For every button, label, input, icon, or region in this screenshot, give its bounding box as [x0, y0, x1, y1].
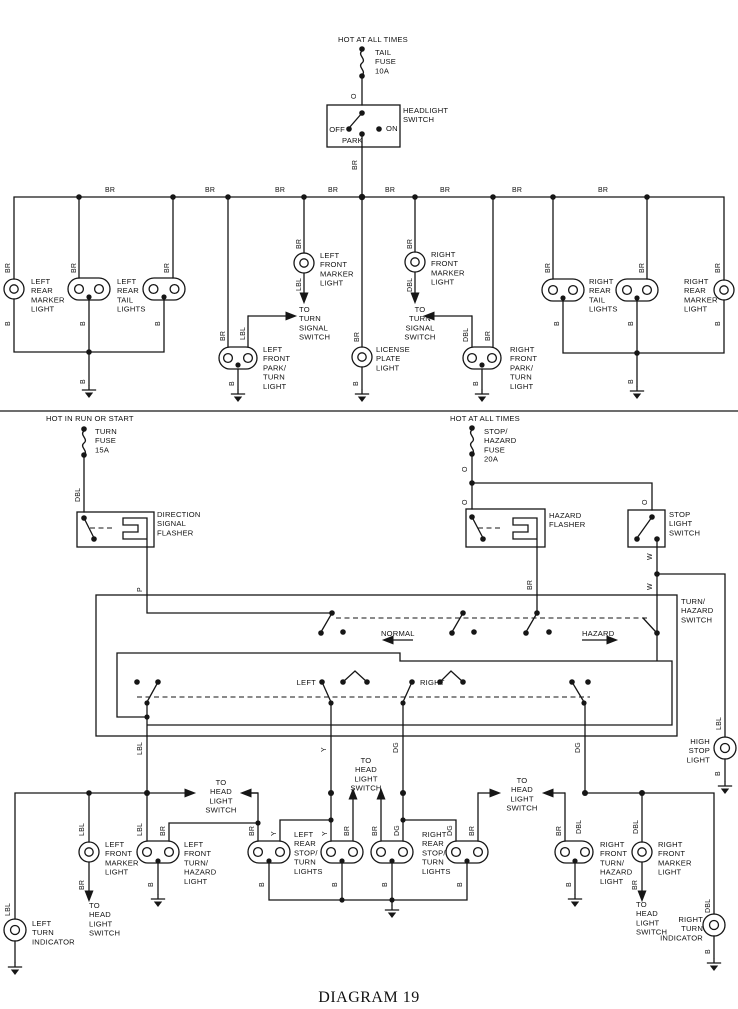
svg-text:B: B	[382, 882, 389, 887]
to-head-light-switch-center: TO HEAD LIGHT SWITCH	[350, 756, 382, 793]
license-plate-light-label: LICENSE PLATE LIGHT	[376, 345, 410, 373]
svg-text:B: B	[566, 882, 573, 887]
svg-text:B: B	[5, 321, 12, 326]
svg-text:BR: BR	[296, 238, 303, 249]
stop-light-switch-box	[628, 510, 665, 547]
svg-text:B: B	[229, 381, 236, 386]
svg-text:BR: BR	[79, 879, 86, 890]
svg-text:DBL: DBL	[705, 898, 712, 913]
to-turn-signal-switch-right: TO TURN SIGNAL SWITCH	[404, 305, 436, 342]
mode-left-label: LEFT	[296, 678, 316, 687]
svg-text:BR: BR	[249, 825, 256, 836]
svg-text:BR: BR	[105, 187, 116, 194]
svg-text:BR: BR	[328, 187, 339, 194]
svg-text:B: B	[715, 771, 722, 776]
bulb-symbols	[4, 252, 736, 941]
right-front-park-turn-light-label: RIGHT FRONT PARK/ TURN LIGHT	[510, 345, 538, 391]
svg-text:B: B	[554, 321, 561, 326]
feed-label-tail: HOT AT ALL TIMES	[338, 35, 408, 44]
svg-text:DBL: DBL	[407, 277, 414, 292]
left-front-turn-hazard-light-label: LEFT FRONT TURN/ HAZARD LIGHT	[184, 840, 217, 886]
stop-fuse-label: STOP/ HAZARD FUSE 20A	[484, 427, 517, 464]
svg-text:LBL: LBL	[137, 822, 144, 836]
direction-signal-flasher-box	[77, 512, 154, 547]
wire-label: P	[137, 587, 144, 592]
svg-text:Y: Y	[322, 831, 329, 836]
svg-text:B: B	[332, 882, 339, 887]
wire-label: BR	[352, 159, 359, 170]
wire-label: BR	[527, 579, 534, 590]
svg-text:BR: BR	[160, 825, 167, 836]
headlight-off-label: OFF	[329, 125, 345, 134]
right-rear-stop-turn-lights-label: RIGHT REAR STOP/ TURN LIGHTS	[422, 830, 451, 876]
svg-text:B: B	[628, 321, 635, 326]
direction-signal-flasher-label: DIRECTION SIGNAL FLASHER	[157, 510, 201, 538]
svg-text:BR: BR	[372, 825, 379, 836]
svg-text:BR: BR	[715, 262, 722, 273]
feed-label-stop: HOT AT ALL TIMES	[450, 414, 520, 423]
wire-label: W	[647, 553, 654, 560]
svg-text:BR: BR	[639, 262, 646, 273]
svg-text:BR: BR	[385, 187, 396, 194]
svg-text:DG: DG	[394, 825, 401, 836]
left-front-park-turn-light-label: LEFT FRONT PARK/ TURN LIGHT	[263, 345, 291, 391]
wire-label: DBL	[75, 487, 82, 502]
svg-text:B: B	[628, 379, 635, 384]
headlight-on-label: ON	[386, 124, 398, 133]
svg-text:LBL: LBL	[296, 277, 303, 291]
svg-text:Y: Y	[321, 747, 328, 752]
svg-text:B: B	[155, 321, 162, 326]
left-rear-marker-bulb	[4, 279, 24, 299]
license-plate-bulb	[352, 347, 372, 367]
left-front-marker-light-label: LEFT FRONT MARKER LIGHT	[320, 251, 354, 288]
svg-text:DG: DG	[447, 825, 454, 836]
svg-text:B: B	[259, 882, 266, 887]
svg-text:LBL: LBL	[5, 902, 12, 916]
svg-text:BR: BR	[556, 825, 563, 836]
high-stop-light-label: HIGH STOP LIGHT	[686, 737, 710, 765]
svg-text:LBL: LBL	[79, 822, 86, 836]
left-front-marker-bulb	[294, 253, 314, 273]
svg-text:B: B	[80, 321, 87, 326]
left-rear-stop-turn-lights-label: LEFT REAR STOP/ TURN LIGHTS	[294, 830, 323, 876]
right-front-marker-bulb-2	[632, 842, 652, 862]
svg-text:BR: BR	[5, 262, 12, 273]
turn-hazard-switch-label: TURN/ HAZARD SWITCH	[681, 597, 714, 625]
svg-text:DBL: DBL	[463, 327, 470, 342]
feed-label-turn: HOT IN RUN OR START	[46, 414, 134, 423]
svg-text:BR: BR	[512, 187, 523, 194]
mode-normal-label: NORMAL	[381, 629, 415, 638]
wire-label: O	[462, 466, 469, 472]
turn-hazard-switch-box	[96, 595, 677, 736]
left-front-marker-light-label-2: LEFT FRONT MARKER LIGHT	[105, 840, 139, 877]
headlight-switch-label: HEADLIGHT SWITCH	[403, 106, 449, 125]
left-turn-indicator-label: LEFT TURN INDICATOR	[32, 919, 75, 947]
svg-text:Y: Y	[271, 831, 278, 836]
svg-text:B: B	[353, 381, 360, 386]
left-rear-tail-lights-label: LEFT REAR TAIL LIGHTS	[117, 277, 146, 314]
right-front-marker-light-label-2: RIGHT FRONT MARKER LIGHT	[658, 840, 692, 877]
to-turn-signal-switch-left: TO TURN SIGNAL SWITCH	[299, 305, 331, 342]
svg-text:DBL: DBL	[576, 819, 583, 834]
high-stop-light-bulb	[714, 737, 736, 759]
wire-label: O	[351, 93, 358, 99]
mode-hazard-label: HAZARD	[582, 629, 615, 638]
svg-text:BR: BR	[275, 187, 286, 194]
to-head-light-switch-under-left-marker: TO HEAD LIGHT SWITCH	[89, 901, 121, 938]
svg-text:BR: BR	[344, 825, 351, 836]
right-turn-indicator-bulb	[703, 914, 725, 936]
to-head-light-switch-under-right-marker: TO HEAD LIGHT SWITCH	[636, 900, 668, 937]
left-front-marker-bulb-2	[79, 842, 99, 862]
right-turn-indicator-label: RIGHT TURN INDICATOR	[660, 915, 703, 943]
left-rear-marker-light-label: LEFT REAR MARKER LIGHT	[31, 277, 65, 314]
diagram-title: DIAGRAM 19	[318, 989, 420, 1006]
svg-text:BR: BR	[469, 825, 476, 836]
right-front-marker-bulb	[405, 252, 425, 272]
bus-wire-labels	[105, 187, 608, 194]
svg-text:BR: BR	[598, 187, 609, 194]
svg-text:B: B	[705, 949, 712, 954]
right-front-turn-hazard-light-label: RIGHT FRONT TURN/ HAZARD LIGHT	[600, 840, 633, 886]
svg-text:B: B	[457, 882, 464, 887]
right-front-marker-light-label: RIGHT FRONT MARKER LIGHT	[431, 250, 465, 287]
svg-text:BR: BR	[354, 331, 361, 342]
svg-text:LBL: LBL	[240, 326, 247, 340]
turn-fuse-label: TURN FUSE 15A	[95, 427, 117, 455]
svg-text:DG: DG	[575, 742, 582, 753]
svg-text:BR: BR	[164, 262, 171, 273]
svg-text:B: B	[148, 882, 155, 887]
hazard-flasher-label: HAZARD FLASHER	[549, 511, 586, 530]
svg-text:BR: BR	[71, 262, 78, 273]
left-turn-indicator-bulb	[4, 919, 26, 941]
svg-text:BR: BR	[220, 330, 227, 341]
svg-text:DBL: DBL	[633, 819, 640, 834]
mode-right-label: RIGHT	[420, 678, 445, 687]
svg-text:BR: BR	[545, 262, 552, 273]
tail-fuse-label: TAIL FUSE 10A	[375, 48, 397, 76]
wire-label: O	[462, 499, 469, 505]
svg-text:B: B	[473, 381, 480, 386]
svg-text:BR: BR	[407, 238, 414, 249]
stop-light-switch-label: STOP LIGHT SWITCH	[669, 510, 701, 538]
svg-text:LBL: LBL	[137, 741, 144, 755]
svg-text:DG: DG	[393, 742, 400, 753]
to-head-light-switch-left: TO HEAD LIGHT SWITCH	[205, 778, 237, 815]
wire-label: O	[642, 499, 649, 505]
headlight-park-label: PARK	[342, 136, 363, 145]
svg-text:B: B	[80, 379, 87, 384]
to-head-light-switch-right: TO HEAD LIGHT SWITCH	[506, 776, 538, 813]
right-rear-tail-lights-label: RIGHT REAR TAIL LIGHTS	[589, 277, 618, 314]
svg-text:BR: BR	[632, 879, 639, 890]
svg-text:B: B	[715, 321, 722, 326]
wire-label: W	[647, 583, 654, 590]
svg-text:LBL: LBL	[716, 716, 723, 730]
right-rear-marker-light-label: RIGHT REAR MARKER LIGHT	[684, 277, 718, 314]
svg-text:BR: BR	[440, 187, 451, 194]
svg-text:BR: BR	[205, 187, 216, 194]
svg-text:BR: BR	[485, 330, 492, 341]
